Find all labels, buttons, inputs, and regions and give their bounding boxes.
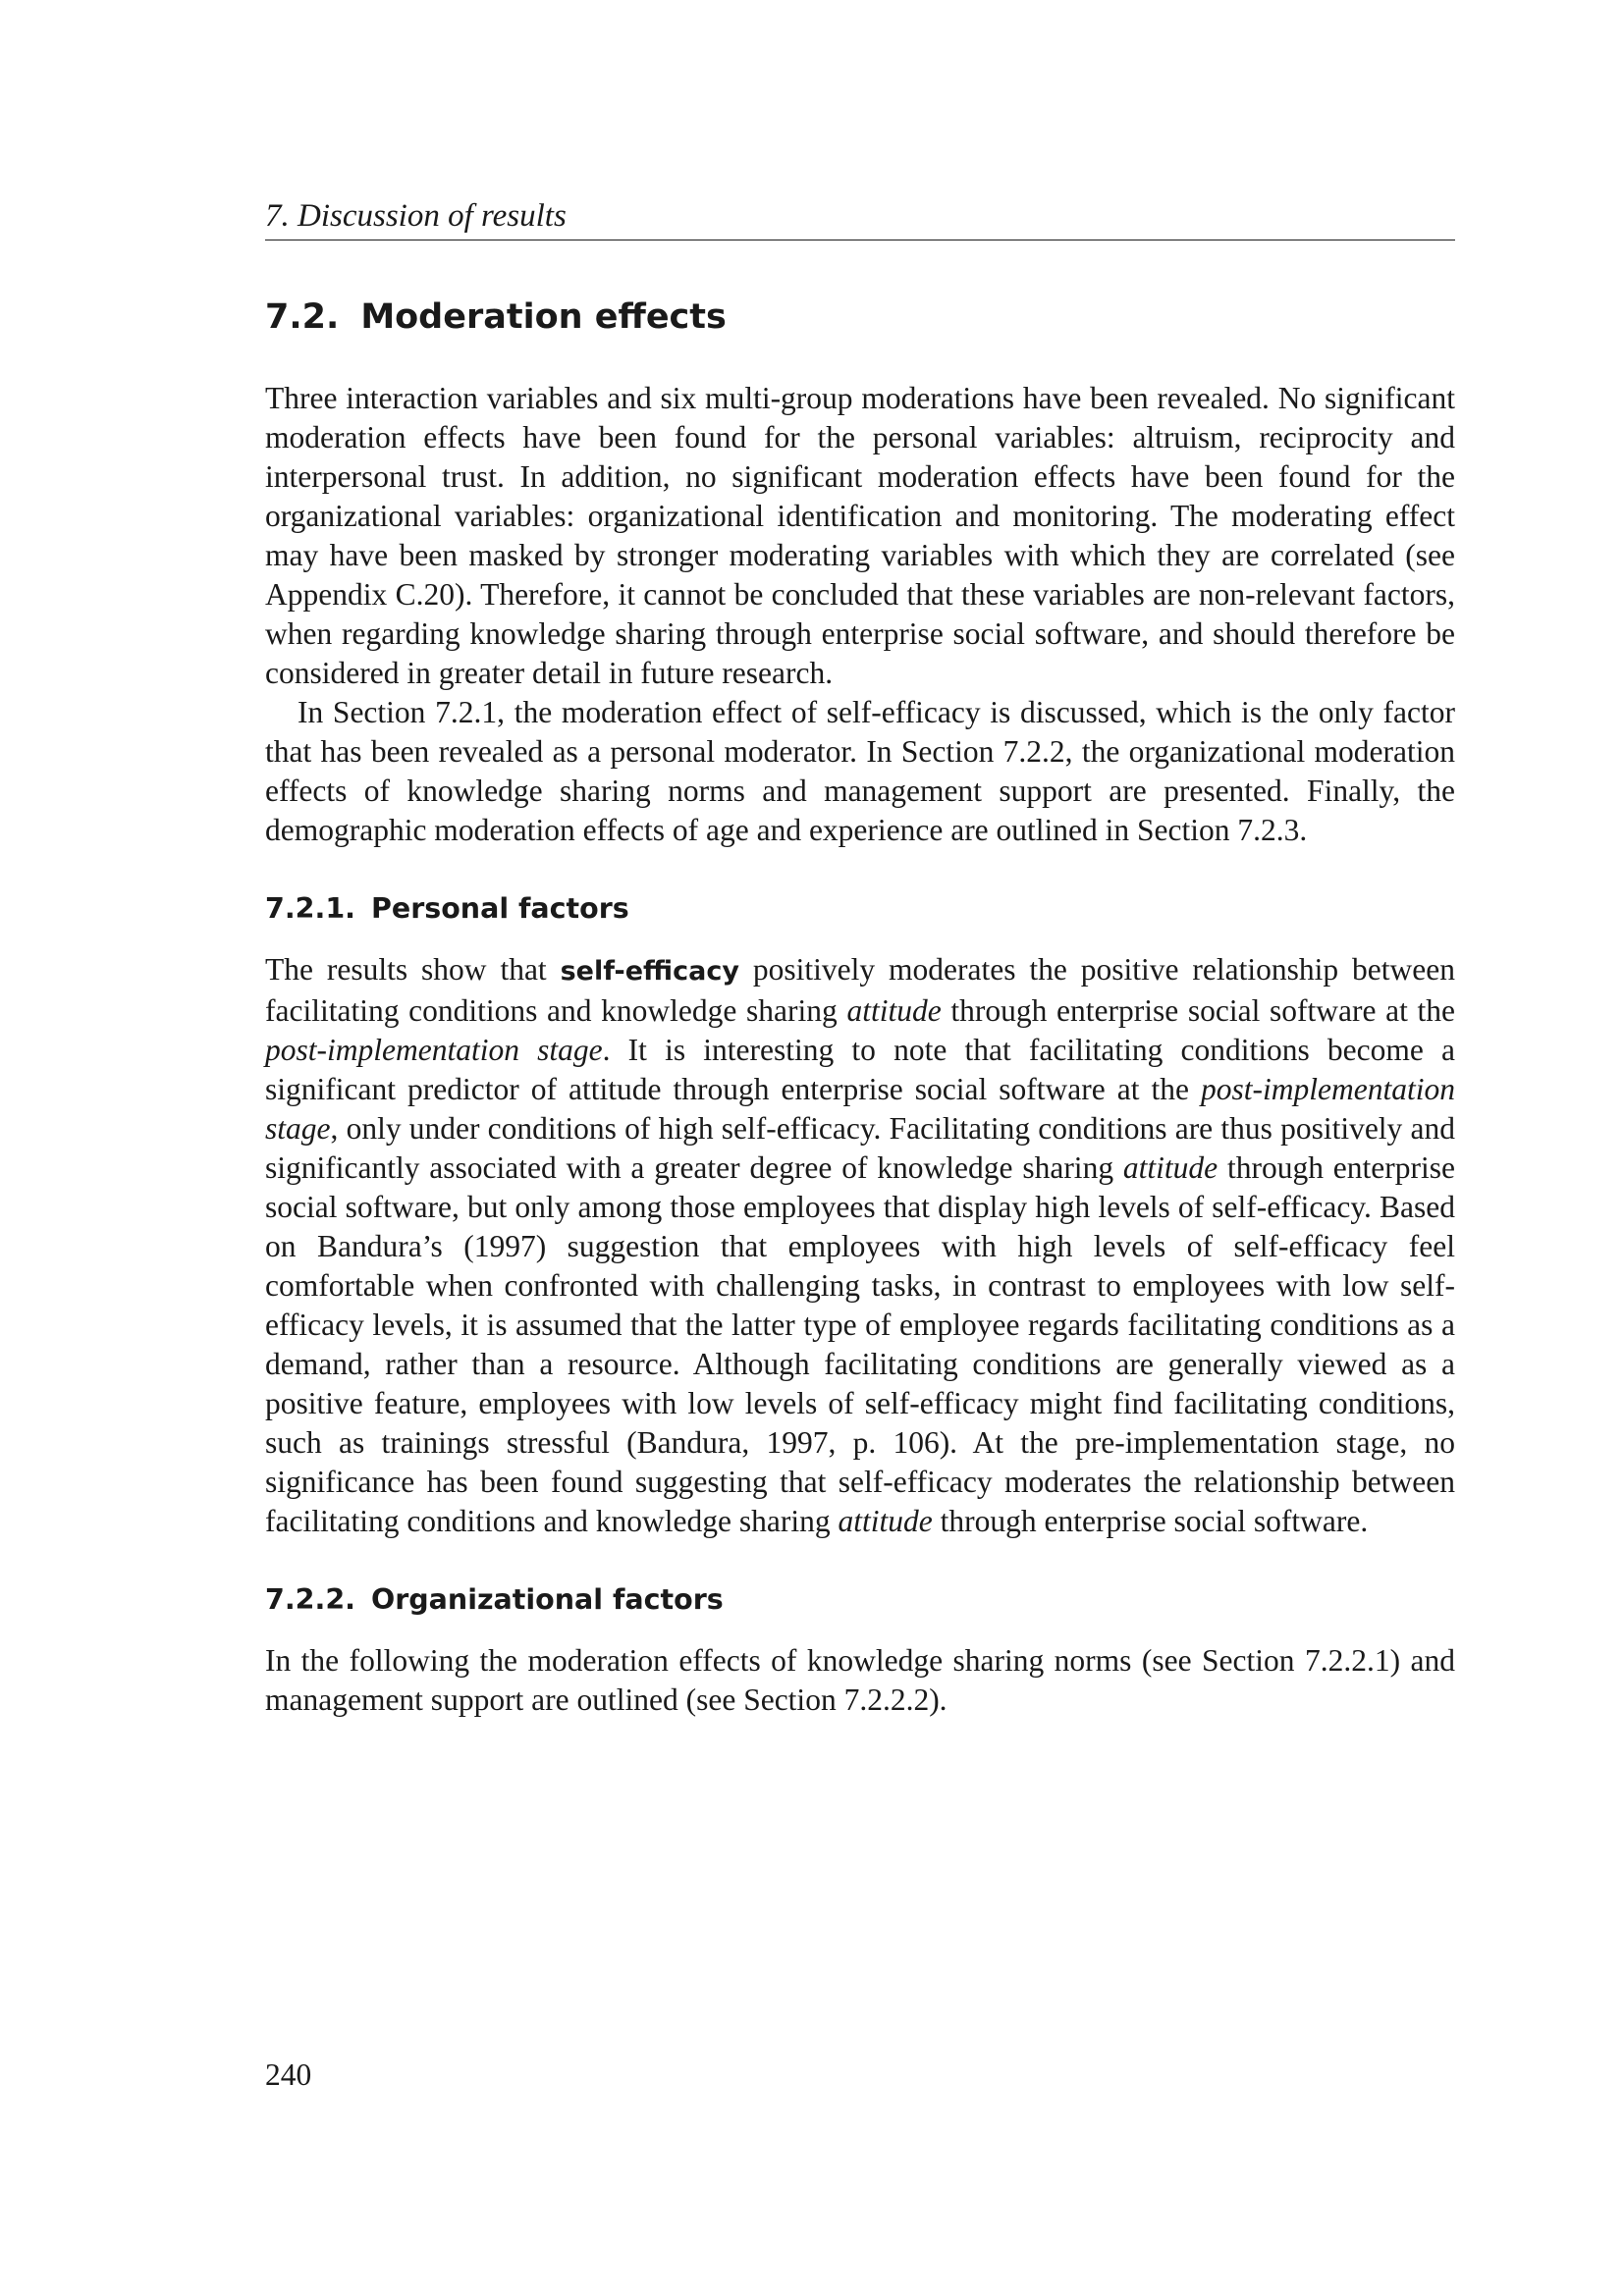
main-content [265,294,1455,1720]
subsection-heading-personal [265,889,1455,929]
subsection-heading-organizational [265,1580,1455,1620]
text-run: The results show that [265,952,547,987]
section-number: 7.2. [265,297,340,337]
section-title: Moderation effects [360,297,727,337]
section-heading [265,294,1455,340]
emphasis: attitude [846,993,942,1028]
subsection-number: 7.2.1. [265,892,355,925]
text-run: through enterprise social software. [940,1504,1369,1538]
text-run: . It is interesting to note that facilitating conditions become a significant predictor of attitude through enterprise social software at the [265,1033,1455,1106]
page-number: 240 [265,2057,312,2092]
term-self-efficacy: self-efficacy [560,956,739,987]
section-paragraph-1: Three interaction variables and six multi-group moderations have been revealed. No significant moderation effects have been found for the personal variables: altruism, reciprocity and interpersonal trust. In addition, no significant moderation effects have been found for the organizational variables: organizational identification and monitoring. The moderating effect may have been masked by stronger moderating variables with which they are correlated (see Appendix C.20). Therefore, it cannot be concluded that these variables are non-relevant factors, when regarding knowledge sharing through enterprise social software, and should therefore be considered in greater detail in future research. [265,381,1455,690]
emphasis: attitude [838,1504,933,1538]
organizational-factors-paragraph: In the following the moderation effects of knowledge sharing norms (see Section 7.2.2.1) and management support are outlined (see Section 7.2.2.2). [265,1643,1455,1717]
text-run: , only under conditions of high self-efficacy. Facilitating conditions are thus positively and significantly associated with a greater degree of knowledge sharing [265,1111,1455,1185]
subsection-number: 7.2.2. [265,1583,355,1616]
text-run: through enterprise social software at the [950,993,1456,1028]
running-head: 7. Discussion of results [265,196,1455,240]
emphasis: post-implementation stage [265,1033,603,1067]
page [265,0,1455,2296]
section-paragraph-2: In Section 7.2.1, the moderation effect of self-efficacy is discussed, which is the only factor that has been revealed as a personal moderator. In Section 7.2.2, the organizational moderation effects of knowledge sharing norms and management support are presented. Finally, the demographic moderation effects of age and experience are outlined in Section 7.2.3. [265,695,1455,847]
emphasis: post-implementation stage [265,1072,1455,1146]
personal-factors-paragraph [265,950,1455,1541]
text-run: through enterprise social software, but only among those employees that display high levels of self-efficacy. Based on Bandura’s (1997) suggestion that employees with high levels of self-efficacy feel comfortable when confronted with challenging tasks, in contrast to employees with low self-efficacy levels, it is assumed that the latter type of employee regards facilitating conditions as a demand, rather than a resource. Although facilitating conditions are generally viewed as a positive feature, employees with low levels of self-efficacy might find facilitating conditions, such as trainings stressful (Bandura, 1997, p. 106). At the pre-implementation stage, no significance has been found suggesting that self-efficacy moderates the relationship between facilitating conditions and knowledge sharing [265,1150,1455,1538]
subsection-title: Personal factors [370,892,629,925]
subsection-title: Organizational factors [370,1583,724,1616]
emphasis: attitude [1122,1150,1218,1185]
text-run: positively moderates the positive relationship between facilitating conditions and knowledge sharing [265,952,1455,1028]
